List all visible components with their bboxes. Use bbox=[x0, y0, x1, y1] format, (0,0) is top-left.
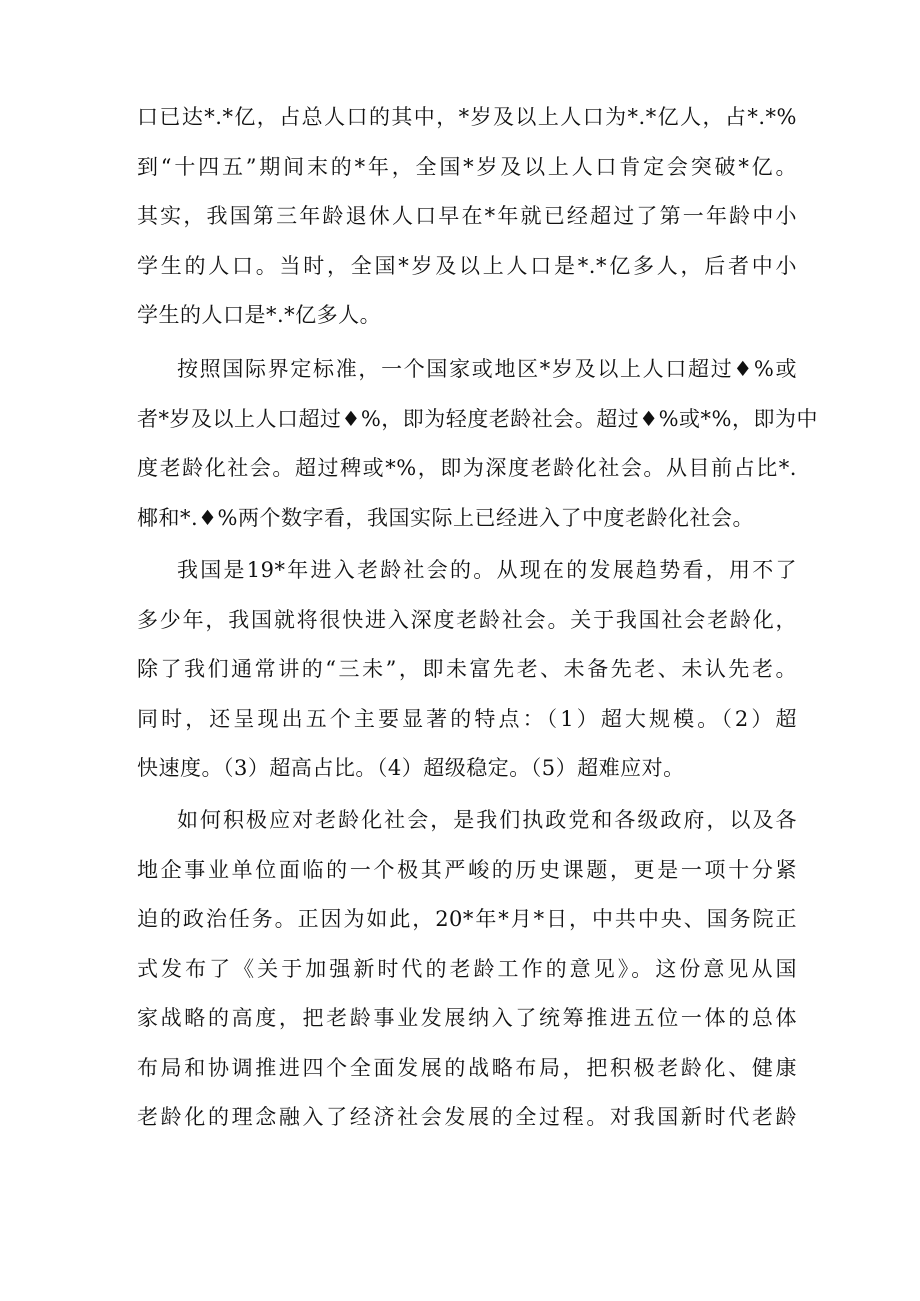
text-line: 家战略的高度，把老龄事业发展纳入了统筹推进五位一体的总体 bbox=[137, 1006, 797, 1030]
text-line: 快速度。（3）超高占比。（4）超级稳定。（5）超难应对。 bbox=[137, 756, 685, 780]
text-line: 学生的人口是*.*亿多人。 bbox=[137, 303, 382, 327]
text-line: 者*岁及以上人口超过♦%，即为轻度老龄社会。超过♦%或*%，即为中 bbox=[137, 406, 819, 431]
text-line: 口已达*.*亿，占总人口的其中，*岁及以上人口为*.*亿人，占*.*% bbox=[137, 105, 797, 129]
text-line: 式发布了《关于加强新时代的老龄工作的意见》。这份意见从国 bbox=[137, 956, 797, 981]
text-line: 地企事业单位面临的一个极其严峻的历史课题，更是一项十分紧 bbox=[137, 857, 797, 882]
text-line: 多少年，我国就将很快进入深度老龄社会。关于我国社会老龄化， bbox=[137, 607, 797, 632]
text-line: 椰和*.♦%两个数字看，我国实际上已经进入了中度老龄化社会。 bbox=[137, 505, 754, 530]
text-line: 按照国际界定标准，一个国家或地区*岁及以上人口超过♦%或 bbox=[177, 357, 797, 381]
text-line: 老龄化的理念融入了经济社会发展的全过程。对我国新时代老龄 bbox=[137, 1105, 797, 1129]
paragraph-2 bbox=[137, 345, 819, 543]
text-line: 学生的人口。当时，全国*岁及以上人口是*.*亿多人，后者中小 bbox=[137, 253, 797, 278]
text-line: 布局和协调推进四个全面发展的战略布局，把积极老龄化、健康 bbox=[137, 1055, 797, 1080]
text-line: 度老龄化社会。超过稗或*%，即为深度老龄化社会。从目前占比*. bbox=[137, 456, 797, 480]
text-line: 我国是19*年进入老龄社会的。从现在的发展趋势看，用不了 bbox=[177, 558, 797, 582]
paragraph-4 bbox=[137, 796, 797, 1143]
text-line: 到“十四五”期间末的*年，全国*岁及以上人口肯定会突破*亿。 bbox=[137, 154, 797, 179]
paragraph-1 bbox=[137, 93, 797, 341]
text-line: 迫的政治任务。正因为如此，20*年*月*日，中共中央、国务院正 bbox=[137, 907, 797, 931]
paragraph-3 bbox=[137, 546, 797, 794]
text-line: 其实，我国第三年龄退休人口早在*年就已经超过了第一年龄中小 bbox=[137, 204, 797, 228]
text-line: 如何积极应对老龄化社会，是我们执政党和各级政府，以及各 bbox=[177, 808, 797, 832]
text-line: 除了我们通常讲的“三未”，即未富先老、未备先老、未认先老。 bbox=[137, 657, 797, 681]
text-line: 同时，还呈现出五个主要显著的特点：（1）超大规模。（2）超 bbox=[137, 706, 797, 731]
